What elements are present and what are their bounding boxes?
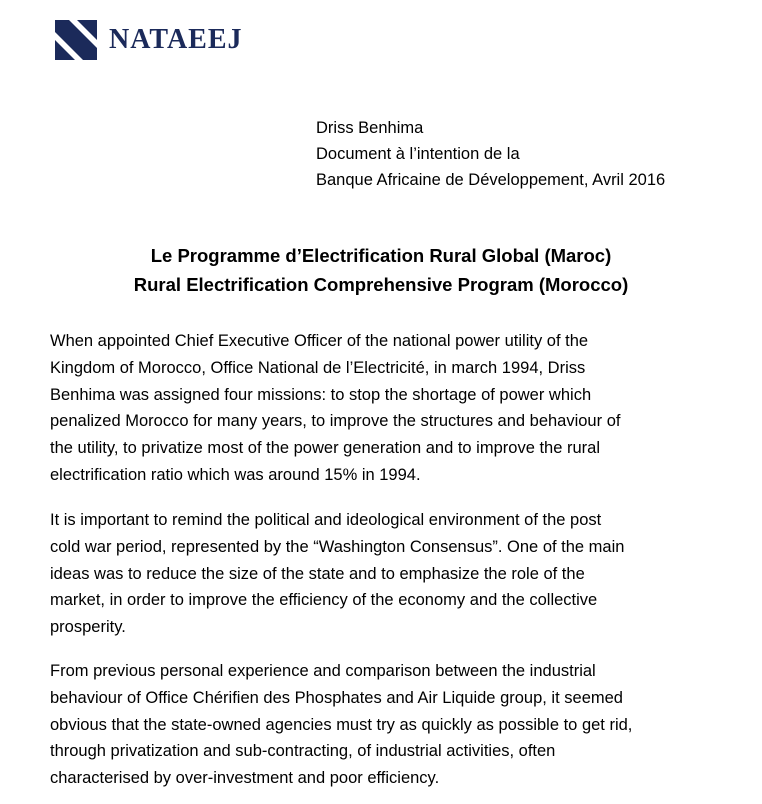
text-line: through privatization and sub-contracting, of industrial activities, often — [50, 742, 556, 761]
text-line: ideas was to reduce the size of the state and to emphasize the role of the — [50, 564, 585, 583]
text-line: Kingdom of Morocco, Office National de l’Electricité, in march 1994, Driss — [50, 358, 586, 377]
nataeej-logo-icon — [55, 20, 97, 60]
text-line: penalized Morocco for many years, to improve the structures and behaviour of — [50, 412, 621, 431]
text-line: electrification ratio which was around 15% in 1994. — [50, 465, 421, 484]
text-line: It is important to remind the political and ideological environment of the post — [50, 511, 602, 529]
organization-date-line: Banque Africaine de Développement, Avril 2016 — [316, 171, 666, 189]
title-english: Rural Electrification Comprehensive Program (Morocco) — [133, 274, 629, 295]
text-line: prosperity. — [50, 618, 126, 637]
text-line: When appointed Chief Executive Officer of the national power utility of the — [50, 332, 589, 350]
text-line: obvious that the state-owned agencies must try as quickly as possible to get rid, — [50, 715, 633, 734]
text-line: Benhima was assigned four missions: to stop the shortage of power which — [50, 385, 592, 404]
document-titles — [0, 241, 762, 299]
paragraph-2 — [50, 507, 730, 641]
recipient-block — [316, 115, 665, 193]
logo-text: NATAEEJ — [109, 24, 243, 55]
document-purpose-line: Document à l’intention de la — [316, 145, 520, 163]
text-line: characterised by over-investment and poor efficiency. — [50, 769, 440, 788]
text-line: market, in order to improve the efficiency of the economy and the collective — [50, 591, 598, 610]
brand-logo — [55, 20, 243, 60]
title-french: Le Programme d’Electrification Rural Global (Maroc) — [150, 245, 612, 266]
text-line: cold war period, represented by the “Washington Consensus”. One of the main — [50, 537, 625, 556]
text-line: From previous personal experience and comparison between the industrial — [50, 662, 596, 680]
paragraph-1 — [50, 328, 730, 489]
paragraph-3 — [50, 658, 730, 792]
text-line: behaviour of Office Chérifien des Phosphates and Air Liquide group, it seemed — [50, 688, 623, 707]
author-line: Driss Benhima — [316, 119, 424, 137]
text-line: the utility, to privatize most of the power generation and to improve the rural — [50, 439, 600, 458]
